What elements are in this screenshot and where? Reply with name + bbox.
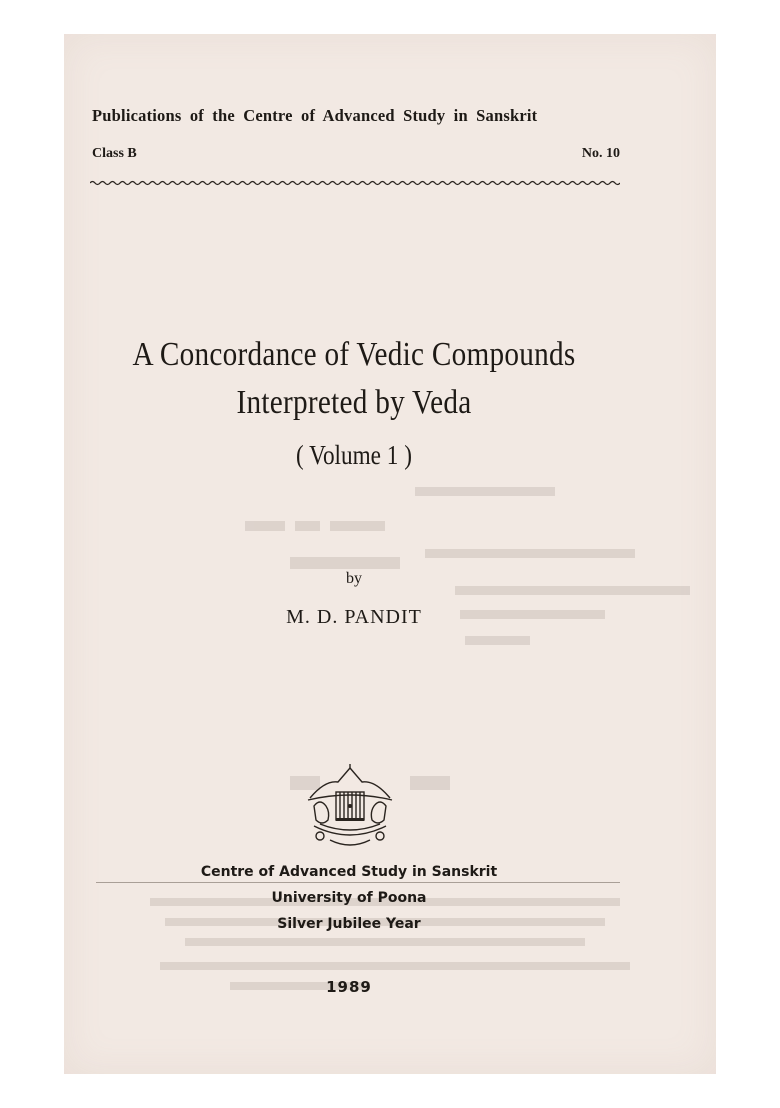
series-title: Publications of the Centre of Advanced Study in Sanskrit [92,106,538,125]
publication-year: 1989 [326,978,372,996]
by-label: by [346,570,362,587]
publication-number: No. 10 [581,146,620,161]
publisher-university: University of Poona [271,890,427,906]
university-emblem-icon [300,762,400,852]
class-label: Class B [92,146,137,161]
publisher-centre: Centre of Advanced Study in Sanskrit [200,864,498,880]
wavy-rule-divider [90,178,620,188]
author-name: M. D. PANDIT [286,606,422,628]
book-title-line-1: A Concordance of Vedic Compounds [132,336,576,373]
book-title-line-2: Interpreted by Veda [236,384,472,421]
volume-label: ( Volume 1 ) [296,440,412,470]
publisher-occasion: Silver Jubilee Year [277,916,421,932]
divider-rule [96,882,620,883]
